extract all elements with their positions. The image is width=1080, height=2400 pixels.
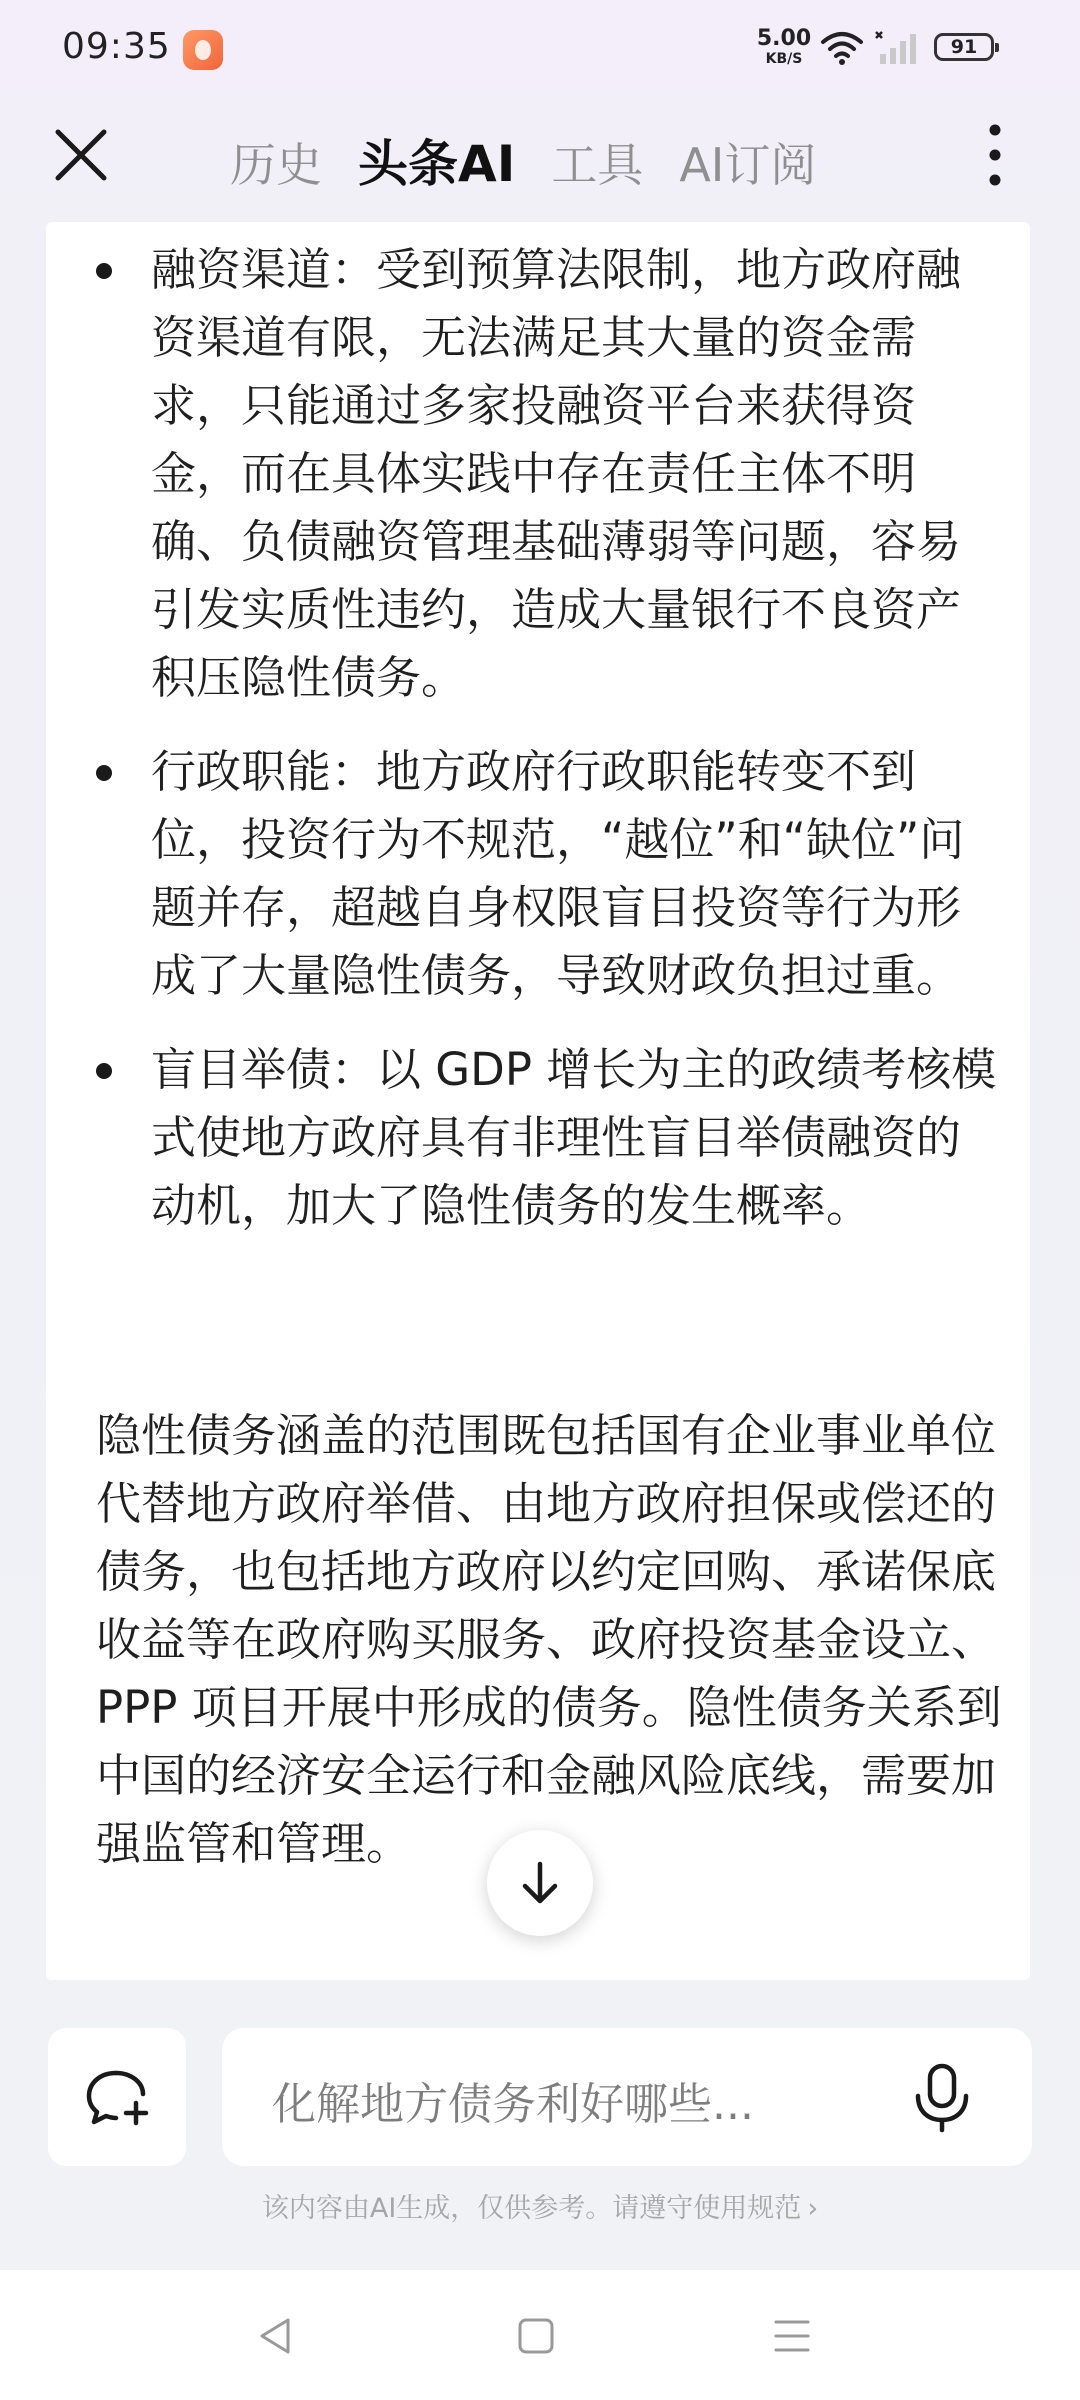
bullet-dot	[96, 765, 112, 781]
battery-indicator: 91	[934, 33, 994, 61]
signal-icon	[874, 30, 920, 66]
bullet-dot	[96, 263, 112, 279]
microphone-icon[interactable]	[902, 2058, 982, 2138]
tab-history[interactable]: 历史	[230, 138, 322, 192]
tab-ai-subscription[interactable]: AI订阅	[679, 138, 817, 192]
home-square-icon[interactable]	[514, 2314, 558, 2358]
bullet-text: 融资渠道：受到预算法限制，地方政府融资渠道有限，无法满足其大量的资金需求，只能通过多家投融资平台来获得资金，而在具体实践中存在责任主体不明确、负债融资管理基础薄弱等问题，容易引发实质性违约，造成大量银行不良资产积压隐性债务。	[151, 243, 962, 704]
status-bar	[0, 0, 1080, 100]
back-triangle-icon[interactable]	[254, 2314, 298, 2358]
ai-disclaimer[interactable]	[0, 2186, 1080, 2225]
close-icon[interactable]	[48, 122, 114, 188]
network-speed	[756, 28, 812, 66]
chat-add-icon	[82, 2065, 152, 2129]
scroll-down-button[interactable]	[487, 1830, 593, 1936]
summary-paragraph: 隐性债务涵盖的范围既包括国有企业事业单位代替地方政府举借、由地方政府担保或偿还的债务，也包括地方政府以约定回购、承诺保底收益等在政府购买服务、政府投资基金设立、PPP 项目开展中形成的债务。隐性债务关系到中国的经济安全运行和金融风险底线，需要加强监管和管理。	[96, 1409, 1002, 1870]
disclaimer-text: 该内容由AI生成，仅供参考。请遵守使用规范	[261, 2193, 802, 2224]
top-nav	[0, 100, 1080, 210]
input-placeholder: 化解地方债务利好哪些...	[272, 2079, 754, 2130]
chevron-right-icon: ›	[807, 2193, 819, 2224]
question-input[interactable]	[222, 2028, 1032, 2166]
list-item	[46, 738, 1030, 1010]
list-item	[46, 236, 1030, 712]
bullet-list	[46, 236, 1030, 1266]
new-chat-button[interactable]	[48, 2028, 186, 2166]
tab-tools[interactable]: 工具	[551, 138, 644, 192]
network-speed-unit: KB/S	[765, 51, 803, 67]
network-speed-value: 5.00	[756, 26, 812, 51]
menu-lines-icon[interactable]	[770, 2314, 814, 2358]
bullet-text: 盲目举债：以 GDP 增长为主的政绩考核模式使地方政府具有非理性盲目举债融资的动机，加大了隐性债务的发生概率。	[151, 1043, 997, 1232]
app-notification-icon	[183, 30, 223, 70]
arrow-down-icon	[515, 1858, 565, 1908]
status-time: 09:35	[62, 26, 171, 67]
system-nav-bar	[0, 2270, 1080, 2400]
bullet-text: 行政职能：地方政府行政职能转变不到位，投资行为不规范，“越位”和“缺位”问题并存，超越自身权限盲目投资等行为形成了大量隐性债务，导致财政负担过重。	[151, 745, 965, 1002]
bullet-dot	[96, 1063, 112, 1079]
wifi-icon	[820, 30, 864, 66]
answer-card	[46, 222, 1030, 1980]
tab-toutiao-ai[interactable]: 头条AI	[358, 135, 516, 193]
tab-bar	[230, 124, 816, 196]
list-item	[46, 1036, 1030, 1240]
more-vertical-icon[interactable]	[970, 120, 1020, 190]
